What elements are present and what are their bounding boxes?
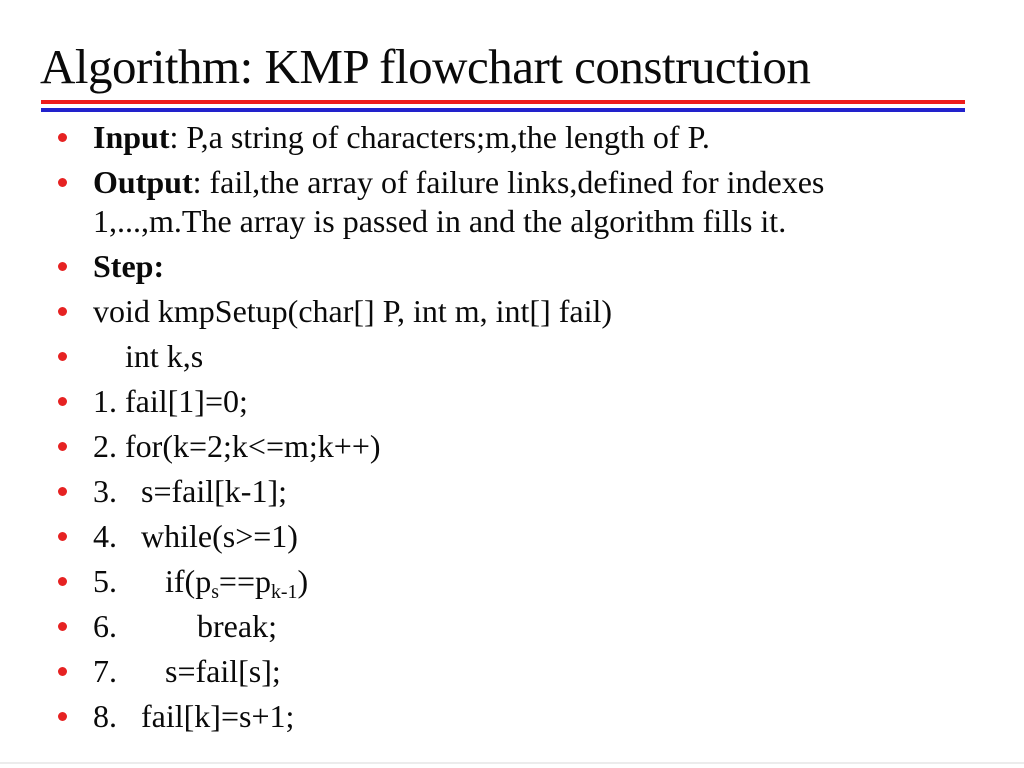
bullet-text: 8. fail[k]=s+1; <box>93 698 295 734</box>
bullet-item <box>93 163 973 241</box>
bullet-text: 4. while(s>=1) <box>93 518 298 554</box>
bullet-item <box>93 427 973 466</box>
bullet-item <box>93 517 973 556</box>
bullet-item <box>93 247 973 286</box>
slide-title: Algorithm: KMP flowchart construction <box>40 39 811 94</box>
bullet-text: 3. s=fail[k-1]; <box>93 473 287 509</box>
bullet-item <box>93 697 973 736</box>
title-underline-blue <box>41 108 965 112</box>
bullet-dot-icon <box>58 307 67 316</box>
bullet-text: 1. fail[1]=0; <box>93 383 248 419</box>
bullet-text: int k,s <box>93 338 204 374</box>
bullet-text: 6. break; <box>93 608 277 644</box>
bullet-item <box>93 562 973 601</box>
bullet-dot-icon <box>58 577 67 586</box>
title-underline-red <box>41 100 965 104</box>
bullet-item <box>93 652 973 691</box>
bullet-text: Output: fail,the array of failure links,defined for indexes 1,...,m.The array is passed in and the algorithm fills it. <box>93 164 833 239</box>
bullet-text: Step: <box>93 248 165 284</box>
bullet-dot-icon <box>58 352 67 361</box>
bullet-item <box>93 337 973 376</box>
bullet-dot-icon <box>58 487 67 496</box>
bullet-dot-icon <box>58 133 67 142</box>
bullet-dot-icon <box>58 667 67 676</box>
bullet-item <box>93 292 973 331</box>
slide-bottom-divider <box>0 762 1024 764</box>
bullet-dot-icon <box>58 442 67 451</box>
bullet-dot-icon <box>58 532 67 541</box>
bullet-text: 2. for(k=2;k<=m;k++) <box>93 428 381 464</box>
bullet-dot-icon <box>58 178 67 187</box>
bullet-text: 7. s=fail[s]; <box>93 653 281 689</box>
bullet-dot-icon <box>58 712 67 721</box>
bullet-text: void kmpSetup(char[] P, int m, int[] fail) <box>93 293 613 329</box>
bullet-dot-icon <box>58 262 67 271</box>
bullet-item <box>93 382 973 421</box>
bullet-text: 5. $if(p_s==p_{k-1})$ <box>93 563 309 603</box>
bullet-item <box>93 118 973 157</box>
bullet-item <box>93 607 973 646</box>
bullet-dot-icon <box>58 622 67 631</box>
bullet-item <box>93 472 973 511</box>
bullet-list <box>93 118 973 742</box>
bullet-dot-icon <box>58 397 67 406</box>
bullet-text: Input: P,a string of characters;m,the length of P. <box>93 119 710 155</box>
